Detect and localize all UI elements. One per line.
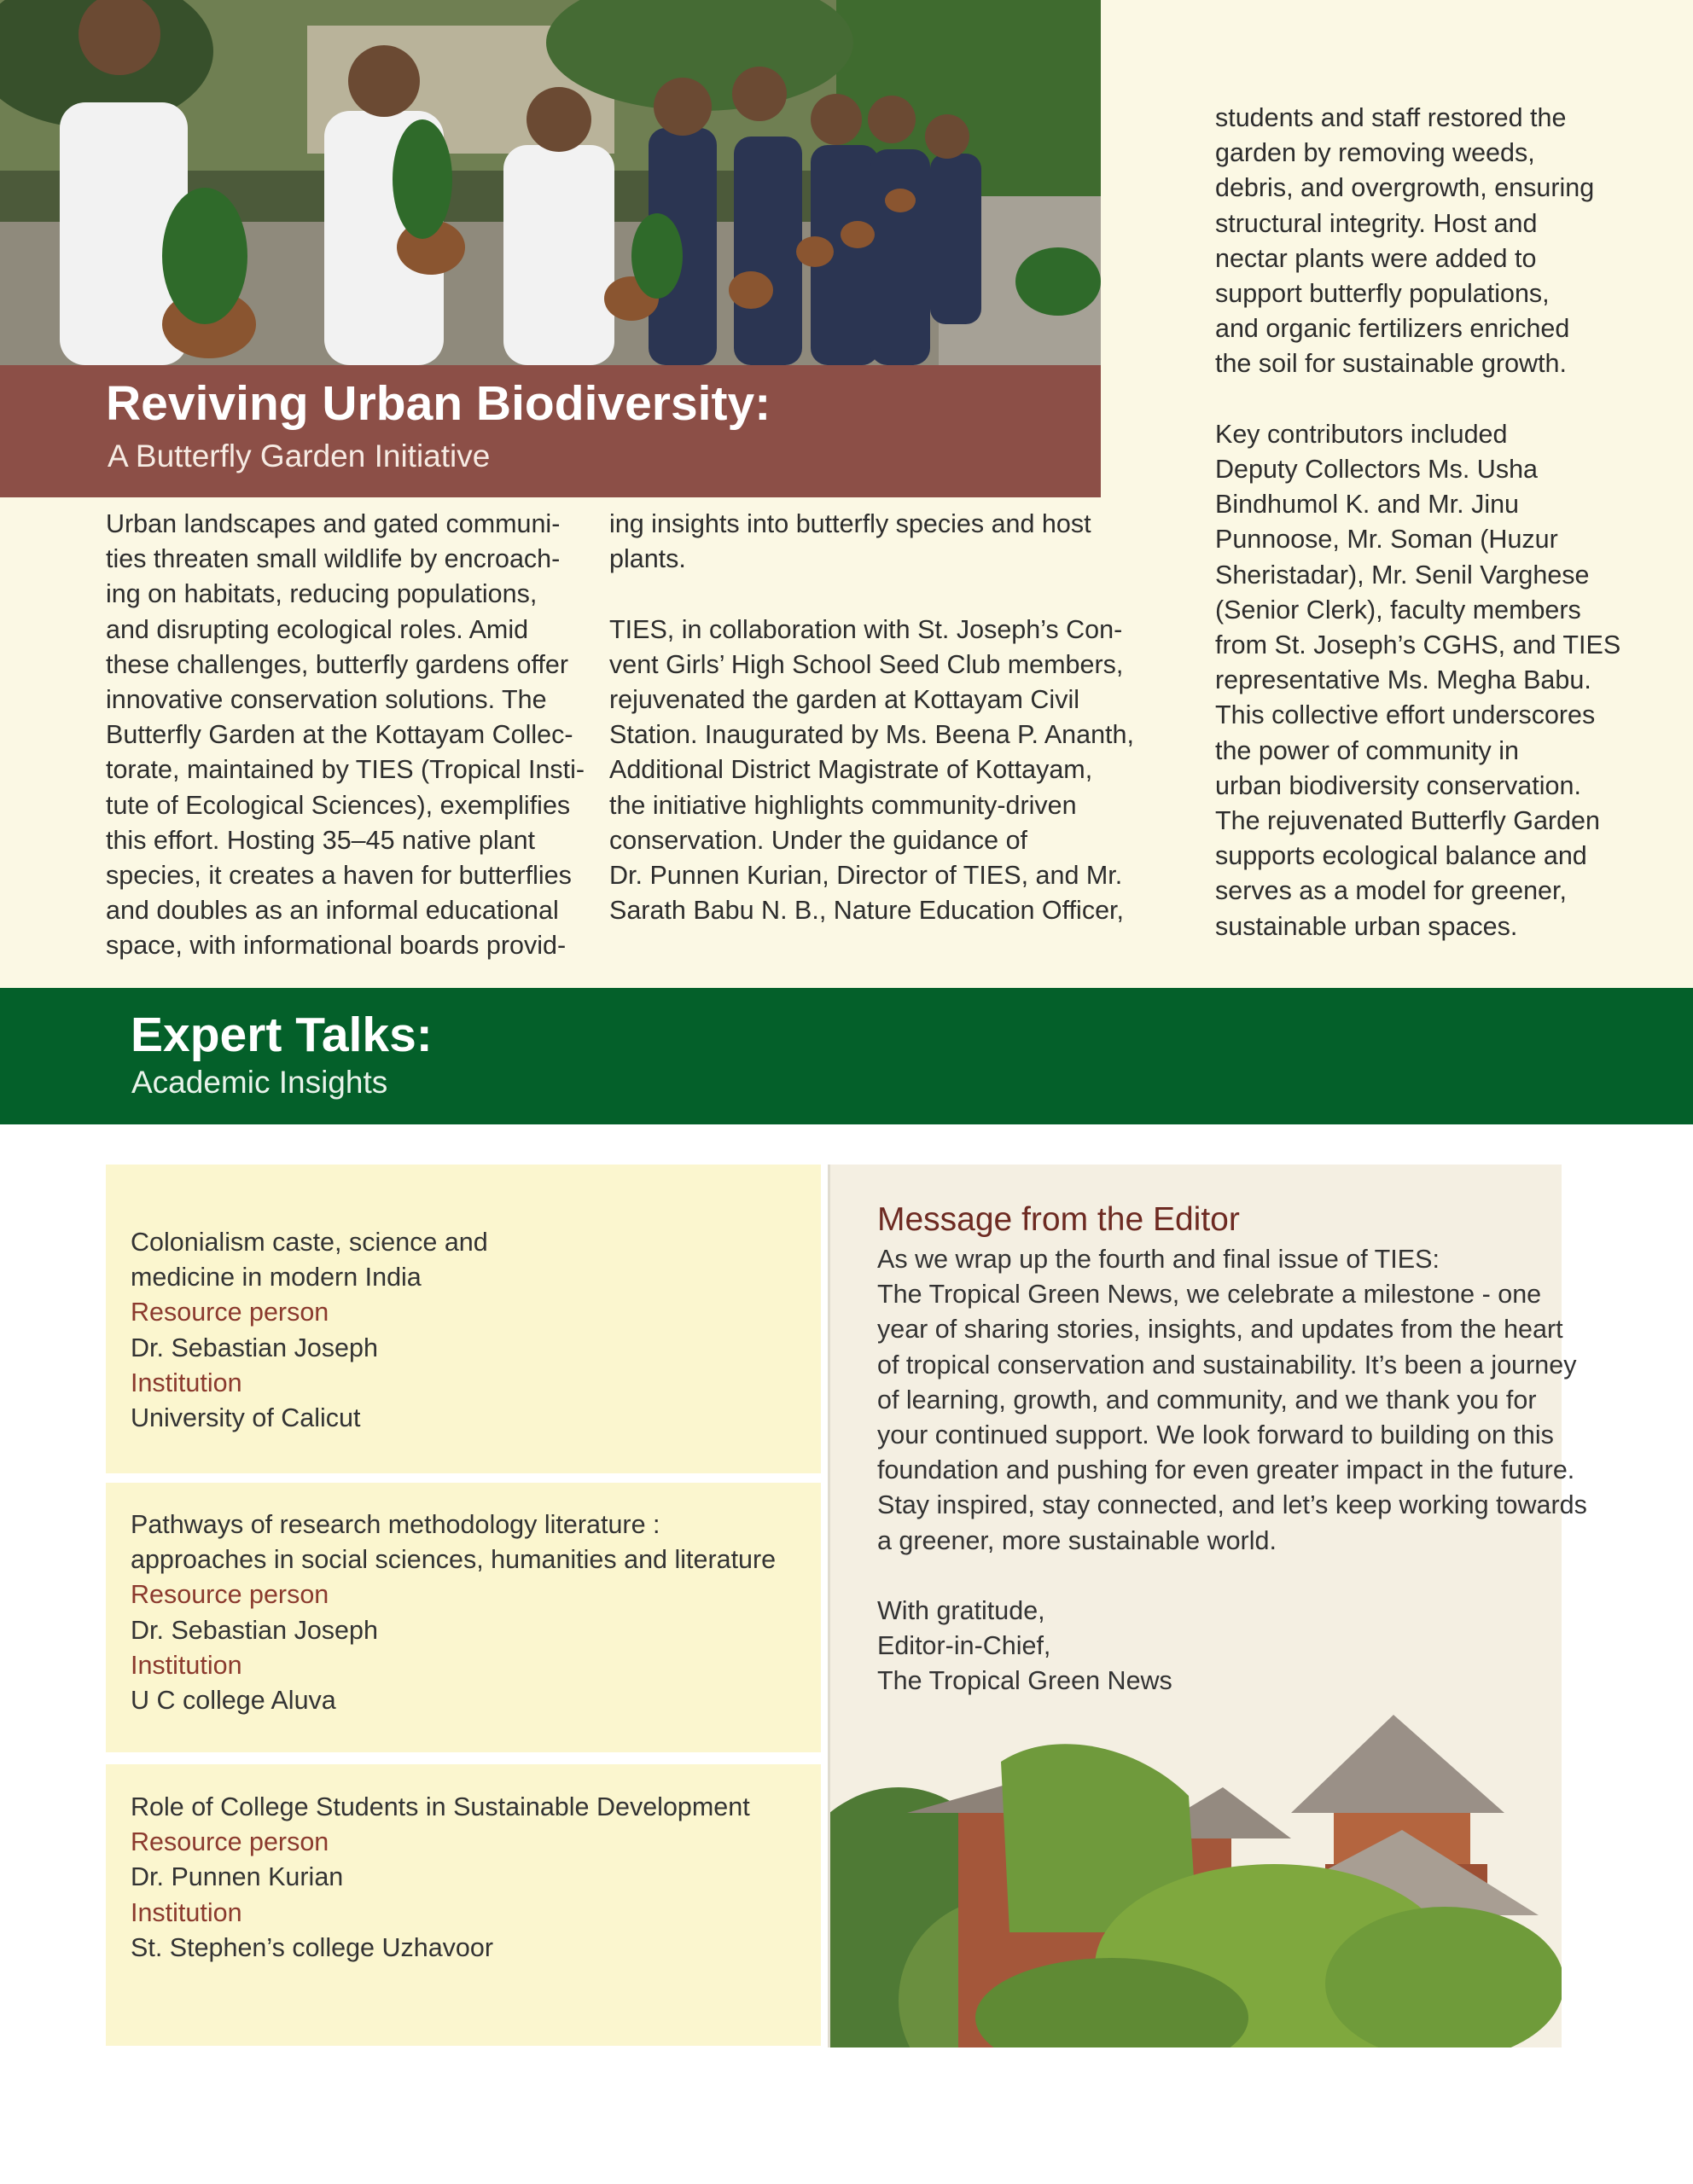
text-line: The rejuvenated Butterfly Garden <box>1215 806 1600 836</box>
text-line: urban biodiversity conservation. <box>1215 770 1581 800</box>
students-planting-photo <box>0 0 1101 365</box>
text-line: This collective effort underscores <box>1215 700 1596 730</box>
text-line: structural integrity. Host and <box>1215 208 1538 238</box>
text-line: students and staff restored the <box>1215 103 1567 132</box>
text-line: these challenges, butterfly gardens offer <box>106 649 569 679</box>
text-line: year of sharing stories, insights, and updates from the heart <box>877 1315 1563 1345</box>
text-line: ties threaten small wildlife by encroach- <box>106 544 561 574</box>
text-line: the soil for sustainable growth. <box>1215 349 1567 379</box>
text-line: the power of community in <box>1215 735 1519 765</box>
talk-topic: approaches in social sciences, humanities and literature <box>131 1545 777 1575</box>
expert-talks-title: Expert Talks: <box>131 1008 433 1062</box>
text-line: garden by removing weeds, <box>1215 138 1535 168</box>
text-line: species, it creates a haven for butterflies <box>106 861 572 891</box>
institution: University of Calicut <box>131 1403 361 1433</box>
text-line: rejuvenated the garden at Kottayam Civil <box>609 685 1080 714</box>
signoff-line: Editor-in-Chief, <box>877 1631 1051 1661</box>
talk-topic: medicine in modern India <box>131 1263 422 1292</box>
institution-label: Institution <box>131 1650 242 1680</box>
text-line: and organic fertilizers enriched <box>1215 314 1570 344</box>
talk-topic: Pathways of research methodology literature : <box>131 1510 660 1539</box>
article-column-1 <box>106 507 585 964</box>
talk-details <box>131 1507 776 1718</box>
text-line: of learning, growth, and community, and we thank you for <box>877 1385 1537 1414</box>
text-line: Sarath Babu N. B., Nature Education Officer, <box>609 896 1124 926</box>
text-line: As we wrap up the fourth and final issue of TIES: <box>877 1245 1440 1274</box>
institution-label: Institution <box>131 1368 242 1397</box>
text-line: innovative conservation solutions. The <box>106 685 547 715</box>
text-line: Key contributors included <box>1215 419 1508 449</box>
text-line: Butterfly Garden at the Kottayam Collec- <box>106 720 573 750</box>
text-line: Station. Inaugurated by Ms. Beena P. Ananth, <box>609 720 1134 750</box>
talk-topic: Colonialism caste, science and <box>131 1228 488 1257</box>
text-line: your continued support. We look forward to building on this <box>877 1420 1554 1450</box>
text-line: Additional District Magistrate of Kottayam, <box>609 755 1093 785</box>
text-line: TIES, in collaboration with St. Joseph’s Con- <box>609 614 1123 644</box>
talk-details <box>131 1790 750 1966</box>
resource-person: Dr. Sebastian Joseph <box>131 1615 378 1645</box>
text-line: Deputy Collectors Ms. Usha <box>1215 455 1538 485</box>
text-line: of tropical conservation and sustainability. It’s been a journey <box>877 1350 1577 1380</box>
text-line: this effort. Hosting 35–45 native plant <box>106 825 536 855</box>
text-line: serves as a model for greener, <box>1215 876 1567 906</box>
article-title: Reviving Urban Biodiversity: <box>106 376 771 431</box>
text-line: supports ecological balance and <box>1215 841 1587 871</box>
text-line: from St. Joseph’s CGHS, and TIES <box>1215 630 1621 660</box>
talk-topic: Role of College Students in Sustainable Development <box>131 1792 750 1821</box>
text-line: ing insights into butterfly species and host <box>609 509 1091 538</box>
signoff-line: With gratitude, <box>877 1596 1045 1626</box>
institution-label: Institution <box>131 1897 242 1927</box>
text-line: tute of Ecological Sciences), exemplifies <box>106 790 571 820</box>
editor-message-body <box>877 1242 1587 1699</box>
resource-person: Dr. Punnen Kurian <box>131 1862 344 1892</box>
photo-illustration <box>0 0 1101 365</box>
resource-person-label: Resource person <box>131 1298 329 1327</box>
text-line: torate, maintained by TIES (Tropical Insti- <box>106 755 585 785</box>
text-line: Sheristadar), Mr. Senil Varghese <box>1215 560 1590 590</box>
article-column-2 <box>609 507 1134 928</box>
institution: St. Stephen’s college Uzhavoor <box>131 1932 494 1962</box>
article-column-3 <box>1215 101 1620 944</box>
text-line: space, with informational boards provid- <box>106 931 567 961</box>
text-line: ing on habitats, reducing populations, <box>106 579 538 609</box>
text-line: and doubles as an informal educational <box>106 896 559 926</box>
text-line: and disrupting ecological roles. Amid <box>106 614 529 644</box>
text-line: conservation. Under the guidance of <box>609 825 1028 855</box>
text-line: nectar plants were added to <box>1215 243 1537 273</box>
editor-message-title: Message from the Editor <box>877 1201 1240 1238</box>
resource-person-label: Resource person <box>131 1580 329 1610</box>
text-line: representative Ms. Megha Babu. <box>1215 665 1591 695</box>
text-line: foundation and pushing for even greater impact in the future. <box>877 1455 1575 1485</box>
resource-person: Dr. Sebastian Joseph <box>131 1333 378 1362</box>
text-line: Dr. Punnen Kurian, Director of TIES, and Mr. <box>609 861 1123 891</box>
text-line: sustainable urban spaces. <box>1215 911 1518 941</box>
text-line: Punnoose, Mr. Soman (Huzur <box>1215 525 1558 555</box>
text-line: Urban landscapes and gated communi- <box>106 509 561 538</box>
text-line: (Senior Clerk), faculty members <box>1215 595 1581 624</box>
text-line: the initiative highlights community-driven <box>609 790 1077 820</box>
institution: U C college Aluva <box>131 1686 336 1716</box>
expert-talks-subtitle: Academic Insights <box>131 1065 388 1100</box>
text-line: Stay inspired, stay connected, and let’s keep working towards <box>877 1490 1587 1520</box>
talk-details <box>131 1225 488 1436</box>
text-line: vent Girls’ High School Seed Club members, <box>609 649 1124 679</box>
text-line: support butterfly populations, <box>1215 279 1550 309</box>
text-line: a greener, more sustainable world. <box>877 1525 1277 1555</box>
resource-person-label: Resource person <box>131 1827 329 1857</box>
text-line: Bindhumol K. and Mr. Jinu <box>1215 490 1520 520</box>
text-line: plants. <box>609 544 686 574</box>
text-line: debris, and overgrowth, ensuring <box>1215 173 1595 203</box>
signoff-line: The Tropical Green News <box>877 1666 1172 1696</box>
article-subtitle: A Butterfly Garden Initiative <box>108 439 491 473</box>
text-line: The Tropical Green News, we celebrate a milestone - one <box>877 1280 1542 1310</box>
